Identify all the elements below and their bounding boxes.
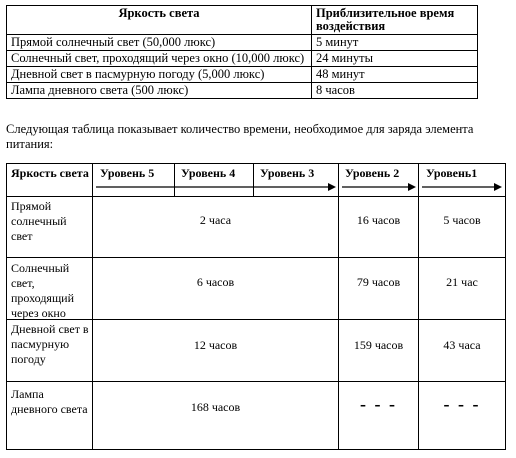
table-border — [6, 381, 506, 382]
table-row — [7, 83, 478, 99]
table-border — [505, 163, 506, 450]
cell-level-1: 5 часов — [443, 213, 481, 227]
cell-time: 48 минут — [312, 67, 478, 83]
arrow-right-icon — [96, 182, 336, 192]
table-border — [6, 449, 506, 450]
cell-level-2: 159 часов — [353, 338, 404, 352]
cell-brightness: Прямой солнечный свет (50,000 люкс) — [7, 35, 312, 51]
cell-level-1: 21 час — [446, 275, 478, 289]
table-border — [6, 196, 506, 197]
header-level-3: Уровень 3 — [260, 166, 315, 180]
cell-brightness: Солнечный свет, проходящий через окно (10,000 люкс) — [7, 51, 312, 67]
table-header-row — [7, 6, 478, 35]
header-level-4: Уровень 4 — [181, 166, 236, 180]
cell-level-1: - - - — [443, 394, 481, 414]
cell-levels-5-3: 168 часов — [190, 400, 241, 414]
table-border — [6, 163, 7, 450]
table-row — [7, 35, 478, 51]
header-level-5: Уровень 5 — [100, 166, 155, 180]
cell-levels-5-3: 12 часов — [193, 338, 238, 352]
cell-level-1: 43 часа — [443, 338, 481, 352]
table-border — [6, 257, 506, 258]
intro-paragraph: Следующая таблица показывает количество времени, необходимое для заряда элемента питания: — [6, 122, 474, 151]
charging-time-table — [6, 163, 506, 450]
arrow-right-icon — [342, 182, 416, 192]
arrow-right-icon — [422, 182, 502, 192]
cell-time: 5 минут — [312, 35, 478, 51]
cell-time: 8 часов — [312, 83, 478, 99]
cell-level-2: - - - — [360, 394, 397, 414]
row-label: Лампа дневного света — [11, 387, 88, 416]
cell-levels-5-3: 6 часов — [196, 275, 235, 289]
cell-levels-5-3: 2 часа — [199, 213, 232, 227]
cell-time: 24 минуты — [312, 51, 478, 67]
header-level-2: Уровень 2 — [345, 166, 400, 180]
cell-level-2: 79 часов — [356, 275, 401, 289]
header-brightness: Яркость света — [11, 166, 89, 180]
row-label: Дневной свет в пасмурную погоду — [11, 322, 89, 366]
cell-brightness: Дневной свет в пасмурную погоду (5,000 люкс) — [7, 67, 312, 83]
row-label: Солнечный свет, проходящий через окно — [11, 261, 75, 320]
light-exposure-table — [6, 5, 478, 99]
table-row — [7, 51, 478, 67]
header-level-1: Уровень1 — [426, 166, 478, 180]
header-exposure-time: Приблизительное время воздействия — [312, 6, 478, 35]
header-brightness: Яркость света — [7, 6, 312, 35]
cell-level-2: 16 часов — [356, 213, 401, 227]
cell-brightness: Лампа дневного света (500 люкс) — [7, 83, 312, 99]
row-label: Прямой солнечный свет — [11, 199, 67, 243]
table-row — [7, 67, 478, 83]
table-border — [6, 163, 506, 164]
